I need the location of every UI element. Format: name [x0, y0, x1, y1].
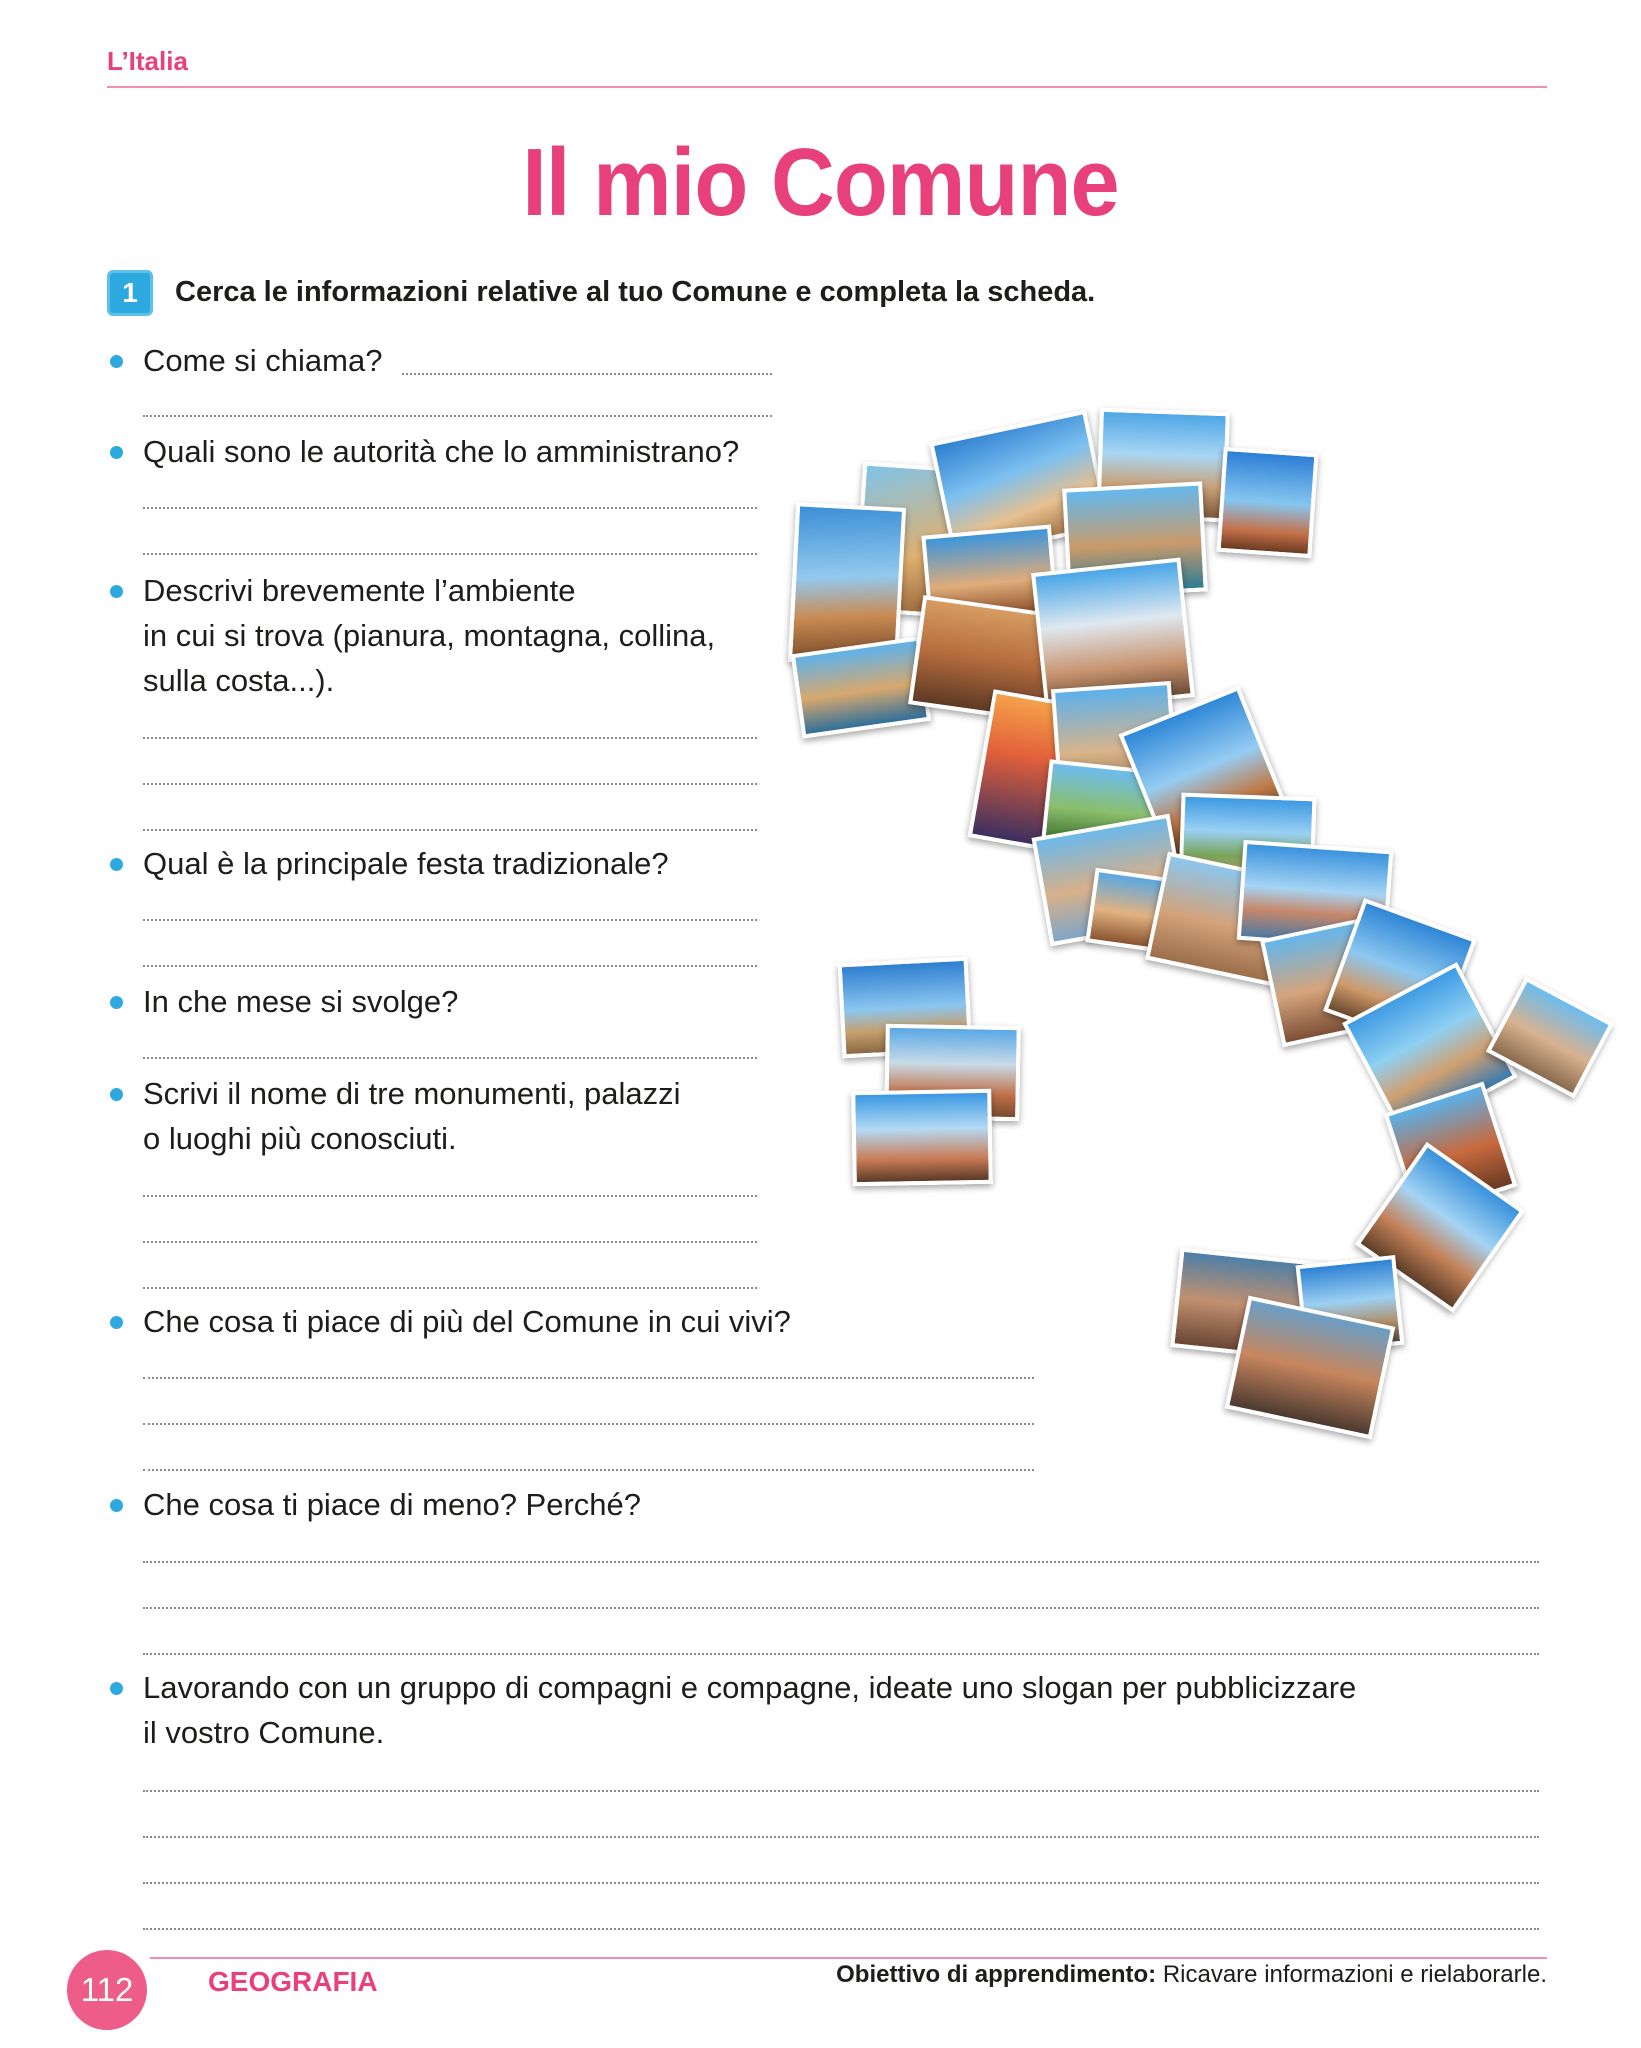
answer-line[interactable]: [143, 1057, 757, 1059]
bullet-icon: [110, 1316, 123, 1329]
bullet-icon: [110, 446, 123, 459]
question-2: Quali sono le autorità che lo amministrano?: [143, 434, 740, 469]
question-5: In che mese si svolge?: [143, 984, 459, 1019]
bullet-icon: [110, 585, 123, 598]
answer-line[interactable]: [143, 829, 757, 831]
answer-line[interactable]: [143, 1469, 1034, 1471]
exercise-instruction: Cerca le informazioni relative al tuo Comune e completa la scheda.: [175, 276, 1096, 308]
bullet-icon: [110, 858, 123, 871]
page-title: Il mio Comune: [522, 129, 1119, 236]
answer-line[interactable]: [143, 1836, 1539, 1838]
bullet-icon: [110, 1499, 123, 1512]
answer-line[interactable]: [143, 1653, 1539, 1655]
objective-text: Ricavare informazioni e rielaborarle.: [1156, 1961, 1547, 1988]
answer-line[interactable]: [143, 1195, 757, 1197]
answer-line[interactable]: [143, 1241, 757, 1243]
question-8: Che cosa ti piace di meno? Perché?: [143, 1487, 642, 1522]
answer-line[interactable]: [143, 783, 757, 785]
answer-line[interactable]: [143, 553, 757, 555]
footer-rule: [150, 1957, 1547, 1959]
exercise-number: 1: [107, 270, 153, 316]
learning-objective: [836, 1961, 1547, 1989]
italy-photo-collage-map: [780, 405, 1640, 1445]
question-9: Lavorando con un gruppo di compagni e compagne, ideate uno slogan per pubblicizzare il vostro Comune.: [143, 1670, 1357, 1750]
answer-line[interactable]: [143, 1607, 1539, 1609]
bullet-icon: [110, 355, 123, 368]
answer-line[interactable]: [143, 1287, 757, 1289]
question-3: Descrivi brevemente l’ambiente in cui si trova (pianura, montagna, collina, sulla costa...).: [143, 573, 716, 698]
answer-line[interactable]: [143, 965, 757, 967]
section-label: L’Italia: [107, 46, 188, 76]
page-number: 112: [67, 1950, 147, 2030]
objective-label: Obiettivo di apprendimento:: [836, 1961, 1157, 1988]
question-6: Scrivi il nome di tre monumenti, palazzi o luoghi più conosciuti.: [143, 1076, 681, 1156]
answer-line[interactable]: [402, 373, 772, 375]
question-1: Come si chiama?: [143, 343, 383, 378]
answer-line[interactable]: [143, 1790, 1539, 1792]
subject-label: GEOGRAFIA: [208, 1966, 378, 1997]
header-rule: [107, 86, 1547, 88]
answer-line[interactable]: [143, 507, 757, 509]
answer-line[interactable]: [143, 1928, 1539, 1930]
answer-line[interactable]: [143, 919, 757, 921]
question-4: Qual è la principale festa tradizionale?: [143, 846, 669, 881]
bullet-icon: [110, 996, 123, 1009]
question-7: Che cosa ti piace di più del Comune in cui vivi?: [143, 1304, 791, 1339]
answer-line[interactable]: [143, 737, 757, 739]
bullet-icon: [110, 1682, 123, 1695]
answer-line[interactable]: [143, 415, 772, 417]
answer-line[interactable]: [143, 1882, 1539, 1884]
answer-line[interactable]: [143, 1561, 1539, 1563]
bullet-icon: [110, 1088, 123, 1101]
